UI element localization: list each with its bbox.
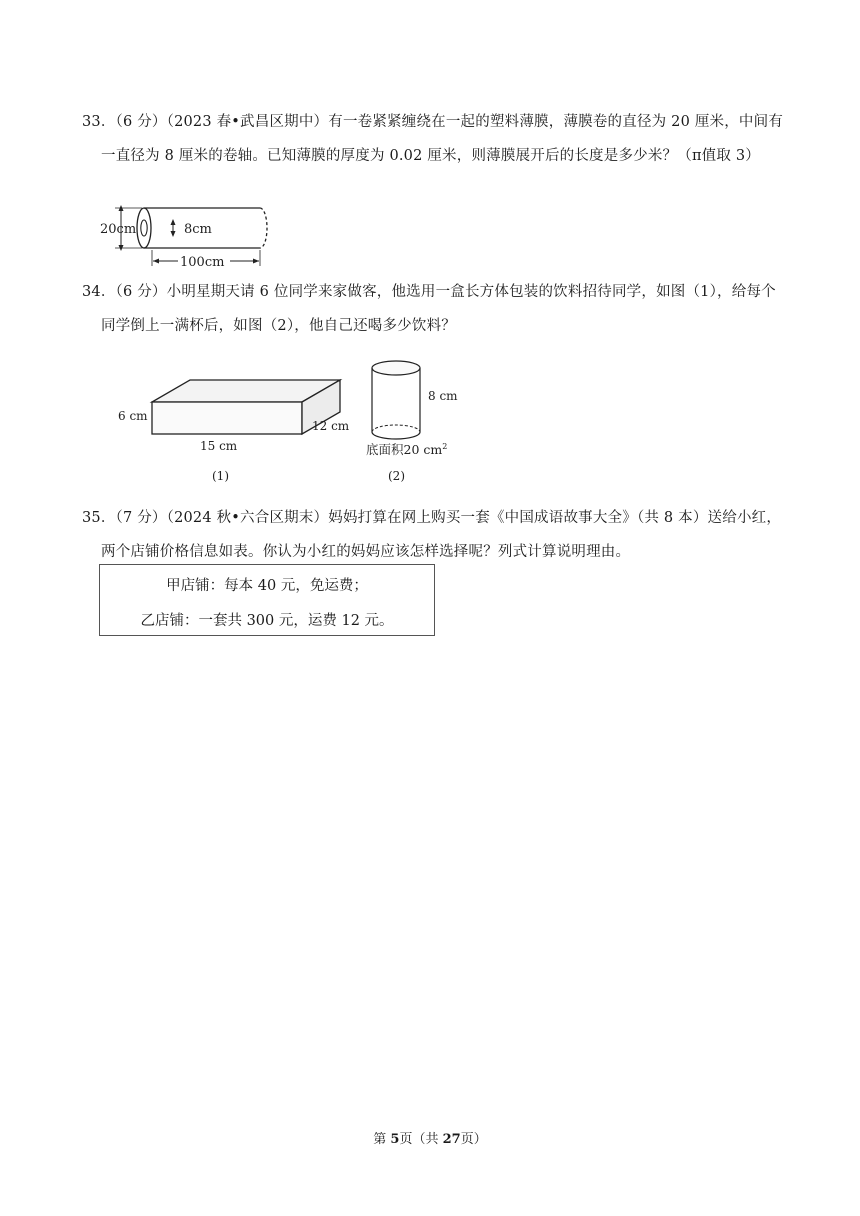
box-length-label: 15 cm <box>200 439 238 453</box>
cup-caption: (2) <box>388 469 405 483</box>
q35-line-1: 35．（7 分）（2024 秋•六合区期末）妈妈打算在网上购买一套《中国成语故事大全》（共 8 本）送给小红， <box>82 510 782 526</box>
q34-figure <box>112 352 492 496</box>
box-caption: (1) <box>212 469 229 483</box>
footer-middle: 页（共 <box>399 1132 443 1147</box>
shop-price-table <box>99 564 435 636</box>
box-height-label: 6 cm <box>118 409 148 423</box>
shop-b-info: 乙店铺：一套共 300 元，运费 12 元。 <box>140 613 394 629</box>
cup-base-sup: 2 <box>442 442 448 451</box>
cup-base-text: 底面积20 cm <box>366 442 443 457</box>
cup-base-label <box>366 442 447 457</box>
roll-outer-label: 20cm <box>100 222 137 237</box>
shop-a-info: 甲店铺：每本 40 元，免运费； <box>166 578 368 594</box>
q34-line-2: 同学倒上一满杯后，如图（2），他自己还喝多少饮料？ <box>101 318 456 334</box>
page-footer <box>0 1128 860 1147</box>
roll-inner-label: 8cm <box>184 222 212 237</box>
q35-line-2: 两个店铺价格信息如表。你认为小红的妈妈应该怎样选择呢？列式计算说明理由。 <box>101 544 631 560</box>
q33-figure-roll <box>100 200 280 274</box>
q34-line-1: 34．（6 分）小明星期天请 6 位同学来家做客，他选用一盒长方体包装的饮料招待同学，如图（1），给每个 <box>82 284 776 300</box>
footer-page-total: 27 <box>442 1132 461 1147</box>
q33-line-2: 一直径为 8 厘米的卷轴。已知薄膜的厚度为 0.02 厘米，则薄膜展开后的长度是多少米？（π值取 3） <box>101 148 761 164</box>
box-width-label: 12 cm <box>312 419 350 433</box>
footer-suffix: 页） <box>460 1132 487 1147</box>
cup-height-label: 8 cm <box>428 389 458 403</box>
footer-page-number: 5 <box>390 1132 400 1147</box>
roll-length-label: 100cm <box>180 255 225 270</box>
footer-prefix: 第 <box>373 1132 391 1147</box>
q33-line-1: 33．（6 分）（2023 春•武昌区期中）有一卷紧紧缠绕在一起的塑料薄膜，薄膜卷的直径为 20 厘米，中间有 <box>82 114 784 130</box>
